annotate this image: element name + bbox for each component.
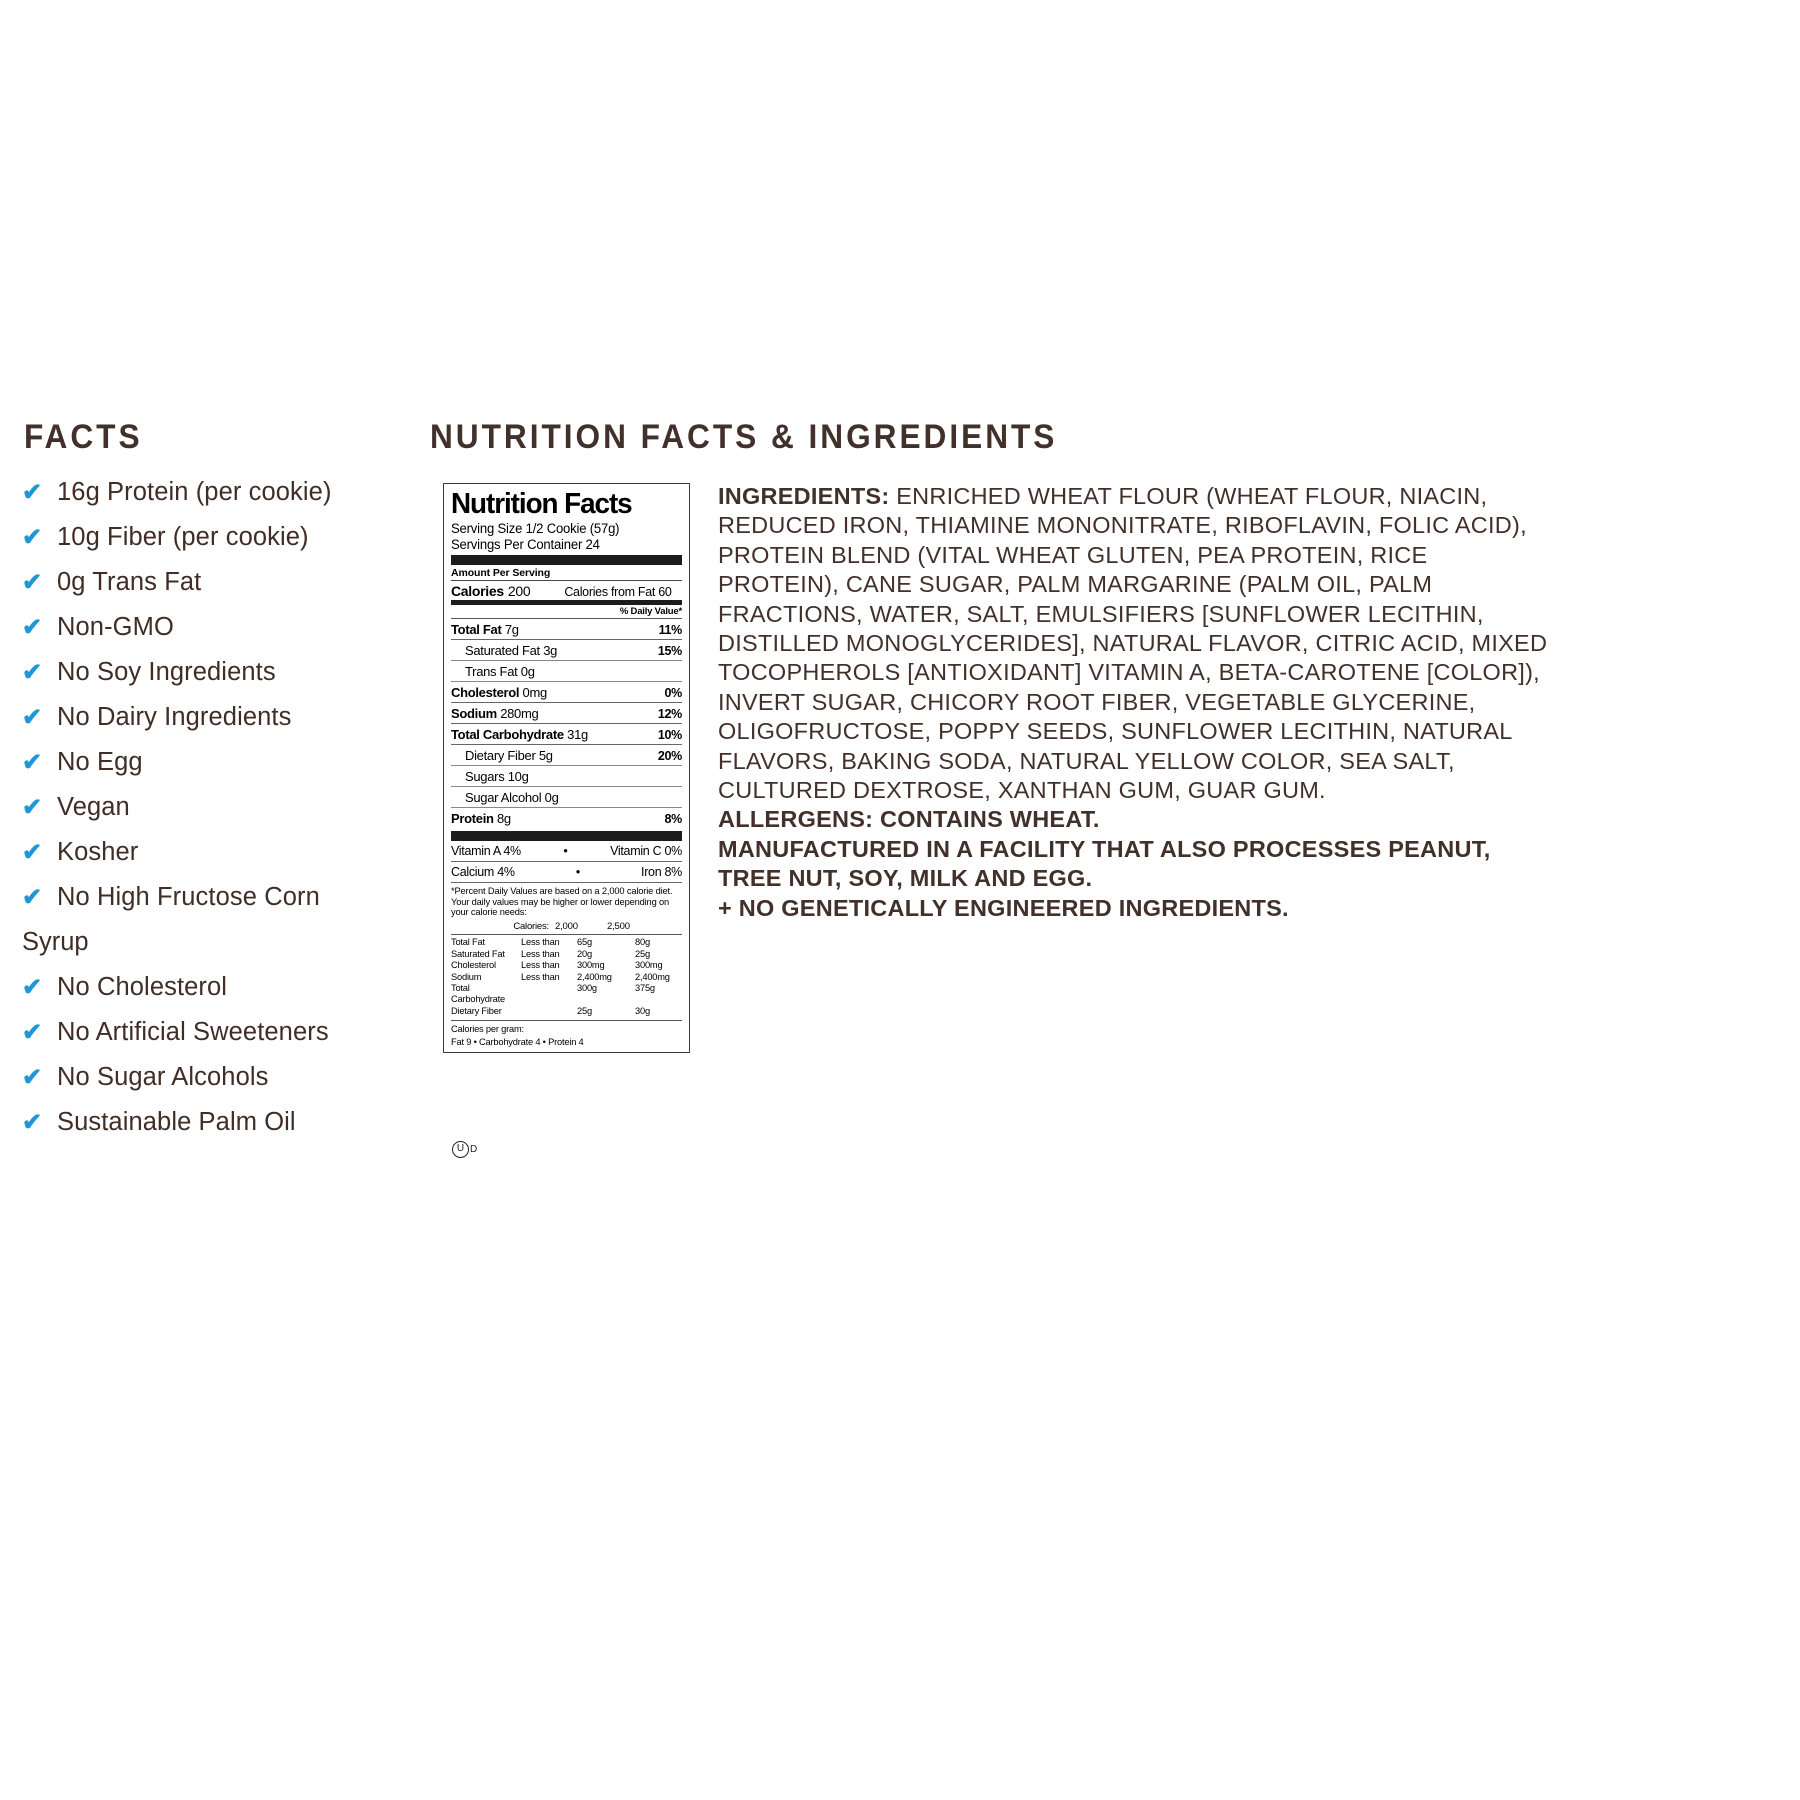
table-row: [451, 983, 682, 1006]
nutrient-value: 0g: [544, 789, 559, 805]
table-row: [451, 949, 682, 960]
list-item: [22, 650, 422, 695]
dv-qualifier: [521, 983, 577, 1006]
dv-col-2000: 2,000: [555, 920, 578, 932]
bullet-separator-icon: •: [575, 865, 580, 879]
dv-qualifier: Less than: [521, 971, 560, 982]
fact-label: Non-GMO: [57, 613, 174, 641]
table-row: [451, 937, 682, 948]
nutrient-value: 10g: [507, 768, 529, 784]
servings-per-container: Servings Per Container 24: [451, 536, 600, 552]
nutrient-percent: 8%: [664, 811, 682, 826]
dv-qualifier: [521, 1006, 577, 1017]
check-icon: ✔: [22, 569, 43, 596]
nutrient-percent: 11%: [658, 622, 682, 637]
table-row: [451, 841, 682, 862]
nutrient-name: Protein: [451, 810, 494, 826]
calories-per-gram-title: Calories per gram:: [451, 1023, 524, 1034]
dv-table-header: [451, 920, 682, 935]
list-item: [22, 965, 422, 1010]
nutrient-value: 31g: [567, 726, 588, 742]
kosher-d-label: D: [470, 1144, 478, 1156]
fact-label: No Cholesterol: [57, 973, 228, 1001]
table-row: [451, 724, 682, 745]
check-icon: ✔: [22, 974, 43, 1001]
fact-label: 16g Protein (per cookie): [57, 478, 332, 506]
vitamin-left: Vitamin A 4%: [451, 844, 521, 858]
dv-value-2000: 2,400mg: [577, 971, 612, 982]
table-row: [451, 640, 682, 661]
dv-qualifier: Less than: [521, 948, 560, 959]
check-icon: ✔: [22, 794, 43, 821]
nutrient-value: 8g: [497, 810, 511, 826]
nutrient-name: Sugars: [465, 768, 505, 784]
list-item: [22, 515, 422, 560]
facts-list: [22, 470, 422, 1145]
table-row: [451, 862, 682, 883]
list-item: [22, 695, 422, 740]
nutrient-percent: 10%: [657, 727, 682, 742]
dv-col-2500: 2,500: [607, 920, 630, 932]
nutrient-name: Sodium: [451, 705, 497, 721]
amount-per-serving-label: Amount Per Serving: [451, 565, 682, 581]
dv-value-2000: 20g: [577, 948, 592, 959]
dv-value-2000: 25g: [577, 1005, 592, 1016]
table-row: [451, 682, 682, 703]
kosher-certification-mark: [452, 1141, 477, 1158]
list-item: [22, 560, 422, 605]
fact-label: 0g Trans Fat: [57, 568, 202, 596]
table-row: [451, 808, 682, 828]
nutrient-name: Cholesterol: [451, 684, 520, 700]
divider-thick: [451, 555, 682, 565]
list-item: [22, 1010, 422, 1055]
serving-size: Serving Size 1/2 Cookie (57g): [451, 521, 620, 536]
nutrition-facts-panel: [443, 483, 690, 1053]
nutrient-name: Dietary Fiber: [465, 747, 536, 763]
list-item: [22, 785, 422, 830]
check-icon: ✔: [22, 1064, 43, 1091]
non-gmo-line: + NO GENETICALLY ENGINEERED INGREDIENTS.: [718, 894, 1289, 921]
fact-label: No Soy Ingredients: [57, 658, 276, 686]
table-row: [451, 661, 682, 682]
calories-label: Calories: [451, 582, 504, 599]
nutrition-ingredients-heading: NUTRITION FACTS & INGREDIENTS: [430, 418, 1058, 456]
nutrient-value: 7g: [504, 621, 519, 637]
ingredients-label: INGREDIENTS:: [718, 483, 890, 509]
fact-label: No Artificial Sweeteners: [57, 1018, 329, 1046]
fact-label: Vegan: [57, 793, 130, 821]
fact-label: No Sugar Alcohols: [57, 1063, 269, 1091]
dv-value-2500: 375g: [635, 982, 655, 993]
table-row: [451, 766, 682, 787]
list-item: [22, 1100, 422, 1145]
list-item: [22, 1055, 422, 1100]
facts-heading: FACTS: [24, 418, 143, 456]
dv-nutrient: Dietary Fiber: [451, 1005, 502, 1016]
dv-nutrient: Cholesterol: [451, 960, 496, 971]
vitamin-left: Calcium 4%: [451, 865, 515, 879]
check-icon: ✔: [22, 1019, 43, 1046]
dv-value-2000: 65g: [577, 937, 592, 948]
check-icon: ✔: [22, 479, 43, 506]
nutrient-name: Total Fat: [451, 621, 502, 637]
dv-value-2000: 300mg: [577, 960, 605, 971]
vitamin-right: Iron 8%: [641, 865, 682, 879]
list-item: [22, 470, 422, 515]
calories-per-gram-values: Fat 9 • Carbohydrate 4 • Protein 4: [451, 1037, 584, 1048]
dv-calories-label: Calories:: [513, 920, 549, 932]
check-icon: ✔: [22, 704, 43, 731]
list-item: [22, 875, 422, 920]
dv-value-2500: 80g: [635, 937, 650, 948]
table-row: [451, 745, 682, 766]
nutrient-value: 280mg: [500, 705, 539, 721]
fact-label: 10g Fiber (per cookie): [57, 523, 309, 551]
check-icon: ✔: [22, 1109, 43, 1136]
nutrient-name: Saturated Fat: [465, 642, 540, 658]
dv-value-2500: 2,400mg: [635, 971, 670, 982]
check-icon: ✔: [22, 839, 43, 866]
check-icon: ✔: [22, 524, 43, 551]
dv-qualifier: Less than: [521, 960, 560, 971]
daily-value-footnote: *Percent Daily Values are based on a 2,000 calorie diet. Your daily values may be higher or lower depending on your calorie needs:: [451, 886, 673, 918]
check-icon: ✔: [22, 614, 43, 641]
list-item: [22, 830, 422, 875]
divider-thick: [451, 831, 682, 841]
dv-table-body: [451, 935, 682, 1021]
kosher-u-icon: U: [452, 1141, 469, 1158]
nutrient-value: 0g: [520, 663, 535, 679]
nutrient-percent: 12%: [657, 706, 682, 721]
fact-label: No High Fructose Corn: [57, 883, 320, 911]
nutrient-value: 3g: [543, 642, 558, 658]
nutrient-percent: 0%: [664, 685, 682, 700]
dv-nutrient: Total Carbohydrate: [451, 982, 505, 1005]
table-row: [451, 787, 682, 808]
dv-nutrient: Saturated Fat: [451, 948, 505, 959]
table-row: [451, 960, 682, 971]
table-row: [451, 703, 682, 724]
nutrient-name: Sugar Alcohol: [465, 789, 542, 805]
fact-label-continuation: Syrup: [22, 928, 89, 956]
calories-from-fat: Calories from Fat 60: [564, 584, 672, 599]
daily-value-header: % Daily Value*: [451, 605, 682, 619]
dv-nutrient: Sodium: [451, 971, 482, 982]
fact-label: Kosher: [57, 838, 139, 866]
calories-value: 200: [507, 582, 531, 599]
dv-value-2500: 300mg: [635, 960, 663, 971]
fact-label: No Egg: [57, 748, 143, 776]
fact-label: Sustainable Palm Oil: [57, 1108, 296, 1136]
check-icon: ✔: [22, 659, 43, 686]
facility-line: MANUFACTURED IN A FACILITY THAT ALSO PROCESSES PEANUT, TREE NUT, SOY, MILK AND EGG.: [718, 835, 1491, 892]
dv-value-2500: 25g: [635, 948, 650, 959]
ingredients-block: [718, 482, 1550, 923]
dv-qualifier: Less than: [521, 937, 560, 948]
panel-title: Nutrition Facts: [451, 488, 632, 520]
table-row: [451, 972, 682, 983]
calories-row: [451, 581, 682, 600]
list-item: [22, 605, 422, 650]
table-row: [451, 619, 682, 640]
nutrient-percent: 20%: [657, 748, 682, 763]
dv-value-2000: 300g: [577, 982, 597, 993]
check-icon: ✔: [22, 749, 43, 776]
allergens-line: ALLERGENS: CONTAINS WHEAT.: [718, 806, 1100, 833]
list-item: [22, 740, 422, 785]
table-row: [451, 1006, 682, 1017]
fact-label: No Dairy Ingredients: [57, 703, 292, 731]
vitamin-right: Vitamin C 0%: [610, 844, 682, 858]
nutrient-value: 5g: [538, 747, 553, 763]
check-icon: ✔: [22, 884, 43, 911]
ingredients-body: ENRICHED WHEAT FLOUR (WHEAT FLOUR, NIACIN, REDUCED IRON, THIAMINE MONONITRATE, RIBOFLAVIN, FOLIC ACID), PROTEIN BLEND (VITAL WHEAT GLUTEN, PEA PROTEIN, RICE PROTEIN), CANE SUGAR, PALM MARGARINE (PALM OIL, PALM FRACTIONS, WATER, SALT, EMULSIFIERS [SUNFLOWER LECITHIN, DISTILLED MONOGLYCERIDES], NATURAL FLAVOR, CITRIC ACID, MIXED TOCOPHEROLS [ANTIOXIDANT] VITAMIN A, BETA-CAROTENE [COLOR]), INVERT SUGAR, CHICORY ROOT FIBER, VEGETABLE GLYCERINE, OLIGOFRUCTOSE, POPPY SEEDS, SUNFLOWER LECITHIN, NATURAL FLAVORS, BAKING SODA, NATURAL YELLOW COLOR, SEA SALT, CULTURED DEXTROSE, XANTHAN GUM, GUAR GUM.: [718, 483, 1548, 804]
bullet-separator-icon: •: [563, 844, 568, 858]
nutrient-name: Trans Fat: [465, 663, 518, 679]
nutrient-percent: 15%: [657, 643, 682, 658]
dv-nutrient: Total Fat: [451, 937, 485, 948]
dv-value-2500: 30g: [635, 1005, 650, 1016]
nutrient-value: 0mg: [522, 684, 547, 700]
nutrient-name: Total Carbohydrate: [451, 726, 564, 742]
